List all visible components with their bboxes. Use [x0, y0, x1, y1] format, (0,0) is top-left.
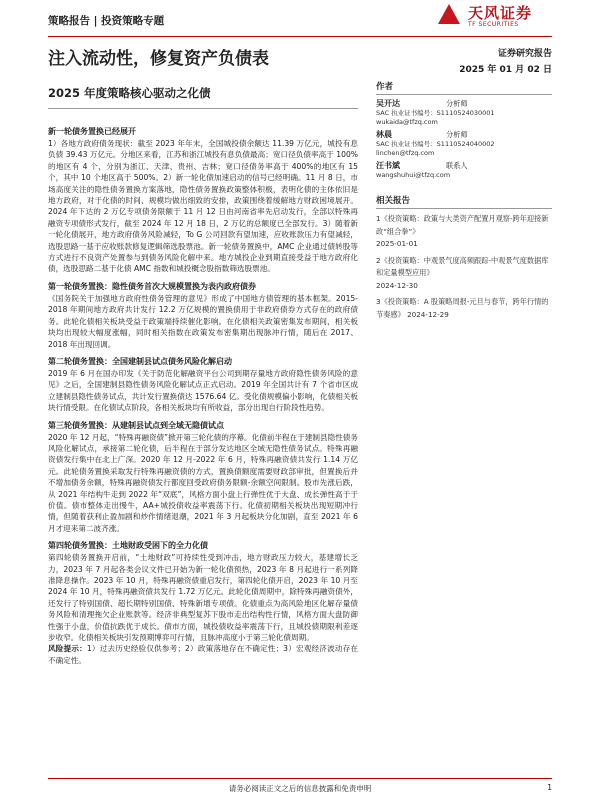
author-name: 吴开达 [376, 99, 400, 108]
subtitle-divider [48, 108, 358, 109]
author-name: 林晨 [376, 130, 392, 139]
related-report-item[interactable] [376, 296, 552, 321]
author-license: SAC 执业证书编号：S1110524040002 [376, 140, 495, 148]
related-report-title[interactable]: 3《投资策略：A 股策略周报-元旦与春节，跨年行情的节奏感》 [376, 297, 549, 319]
page-subtitle: 2025 年度策略核心驱动之化债 [48, 86, 211, 100]
section-heading: 第四轮债务置换：土地财政受困下的全力化债 [48, 541, 208, 551]
section-heading: 新一轮债务置换已经展开 [48, 127, 136, 136]
related-report-item[interactable] [376, 255, 552, 293]
related-report-title[interactable]: 1《投资策略：政策与大类资产配置月观察-跨年迎接新政“组合拳”》 [376, 214, 549, 236]
main-content [48, 120, 358, 666]
report-type: 证券研究报告 [497, 49, 552, 59]
section-body: 1）各地方政府债务现状：截至 2023 年年末，全国城投债余额达 11.39 万亿元，城投有息负债 39.43 万亿元。分地区来看，江苏和浙江城投有息负债最高；宽口径负债率高于 100%的地区有 4 个，分别为浙江、天津、贵州、吉林；宽口径债务率高于 400%的地区有 15 个，其中 10 个地区高于 500%。2）新一轮化债加速启动的信号已经明确。11 月 8 日，市场高度关注的隐性债务置换方案落地，隐性债务置换政策整体积极，表明化债的主体依旧是地方政府，对于化债的时间、规模均做出细致的安排，政策围绕着缓解地方财政困境展开。2024 年下达的 2 万亿专项债务限额于 11 月 12 日由河南省率先启动发行，全部以特殊再融资专项债形式发行，截至 2024 年 12 月 18 日，2 万亿的总额度已全部发行。3）随着新一轮化债展开，地方政府债务风险减轻，To G 公司回款有望加速，应收账款压力有望减轻，选股思路一基于应收账款修复逻辑筛选股票池。新一轮债务置换中，AMC 企业通过债转股等方式进行不良资产处置参与到债务风险化解中来。地方城投企业到期直接受益于地方政府化债，选股思路二基于化债 AMC 指数和城投概念股指数筛选股票池。 [48, 139, 358, 274]
author-card [376, 161, 552, 180]
sidebar [376, 82, 552, 325]
risk-heading: 风险提示： [48, 644, 87, 654]
related-report-title[interactable]: 2《投资策略：中观景气度高频跟踪-中观景气度数据库和定量模型应用》 [376, 255, 549, 277]
section [48, 540, 358, 643]
page-number: 1 [547, 783, 552, 792]
risk-warning [48, 643, 358, 666]
section-heading: 第一轮债务置换：隐性债务首次大规模置换为表内政府债券 [48, 281, 256, 291]
author-role: 分析师 [446, 130, 468, 139]
footer-divider [48, 778, 552, 779]
section-body: 2019 年 6 月在国办印发《关于防范化解融资平台公司到期存量地方政府隐性债务风险的意见》之后，全国建制县隐性债务风险化解试点正式启动。2019 年全国共计有 7 个省市区成立建制县隐性债务试点，共计发行置换债达 1576.64 亿。受化债规模偏小影响，化债相关板块行情受限。在化债试点阶段，各相关板块均有所收益，部分出现自行阶段性趋势。 [48, 368, 358, 413]
logo-triangle-icon [438, 4, 460, 24]
related-heading: 相关报告 [376, 196, 552, 209]
author-license: SAC 执业证书编号：S1110524030001 [376, 109, 495, 117]
section-body: 《国务院关于加强地方政府性债务管理的意见》形成了中国地方债管理的基本框架。2015-2018 年期间地方政府共计发行 12.2 万亿规模的置换债用于非政府债券方式存在的政府债务。此轮化债相关板块受益于政策端持续催化影响。在化债相关政策密集发布期间，相关板块均出现较大幅度涨幅，同时相关指数在政策发布密集期出现脉冲行情，随后在 2017、2018 年出现回调。 [48, 293, 358, 349]
section [48, 281, 358, 350]
author-email[interactable]: linchen@tfzq.com [376, 149, 435, 157]
author-name: 汪书斌 [376, 161, 400, 170]
section-heading: 第三轮债务置换：从建制县试点到全域无隐债试点 [48, 420, 224, 430]
related-report-date: 2025-01-01 [376, 239, 418, 248]
related-report-date: 2024-12-30 [376, 280, 418, 290]
section [48, 420, 358, 535]
related-report-item[interactable] [376, 213, 552, 251]
section-body: 2020 年 12 月起，“特殊再融资债”掀开第三轮化债的序幕。化债前半程在于建制县隐性债务风险化解试点，承接第二轮化债，后半程在于部分发达地区全域无隐性债务试点。特殊再融资债发行集中在北上广深。2020 年 12 月-2022 年 6 月，特殊再融资债共发行 1.14 万亿元。此轮债务置换采取发行特殊再融资债的方式，置换债额度需要财政部审批，但置换后并不增加债务余额，特殊再融资债发行都度回受政府债务限额-余额空间限制。股市先涨后跌，从 2021 年结构牛走到 2022 年“双底”，风格方面小盘上行弹性优于大盘、成长弹性高于于价值。债市整体走出慢牛，AA+城投债收益率震荡下行。化债初期相关板块出现短期冲行情，但随着获利止盈加剧和炒作情绪退潮，2021 年 3 月起板块分化加剧，直至 2021 年 6 月才迎来第二波齐涨。 [48, 432, 358, 533]
header-divider [48, 36, 552, 37]
page-title: 注入流动性，修复资产负债表 [48, 49, 269, 69]
author-role: 联系人 [446, 161, 468, 170]
authors-heading: 作者 [376, 82, 552, 95]
logo-subtitle: TF SECURITIES [468, 21, 519, 28]
report-category: 策略报告 | 投资策略专题 [48, 15, 165, 27]
author-card [376, 99, 552, 127]
section-body: 第四轮债务置换开启前，“土地财政”可持续性受到冲击，地方财政压力较大，基建增长乏力，2023 年 7 月起各类会议文件已开始为新一轮化债预热，2023 年 8 月起进行一系列降准降息操作。2023 年 10 月，特殊再融资债重启发行，第四轮化债开启，2023 年 10 月至 2024 年 10 月，特殊再融资债共发行 1.72 万亿元。此轮化债周期中，除特殊再融资债外，还发行了特别国债、超长期特别国债、特殊新增专项债。化债重点为高风险地区化解存量债务风险和清理拖欠企业账款等。经济非典型复苏下股市走出结构性行情，风格方面大盘防御性强于小盘，价值抗跌优于成长。债市方面，城投债收益率震荡下行，且城投债期限利差逐步收窄。化债相关板块引发预期博弈可行情，且脉冲高度小于第三轮化债周期。 [48, 553, 358, 643]
footer-disclaimer: 请务必阅读正文之后的信息披露和免责申明 [228, 784, 372, 793]
brand-logo [438, 2, 558, 34]
report-date: 2025 年 01 月 02 日 [459, 65, 552, 75]
section-heading: 第二轮债务置换：全国建制县试点债务风险化解启动 [48, 356, 232, 366]
author-card [376, 130, 552, 158]
author-role: 分析师 [446, 99, 468, 108]
section [48, 126, 358, 275]
section [48, 356, 358, 414]
related-report-date: 2024-12-29 [407, 309, 449, 319]
author-email[interactable]: wangshuhui@tfzq.com [376, 171, 451, 179]
logo-name: 天风证券 [468, 4, 533, 22]
risk-body: 1）过去历史经验仅供参考；2）政策落地存在不确定性；3）宏观经济波动存在不确定性。 [48, 644, 358, 665]
author-email[interactable]: wukaida@tfzq.com [376, 118, 438, 126]
